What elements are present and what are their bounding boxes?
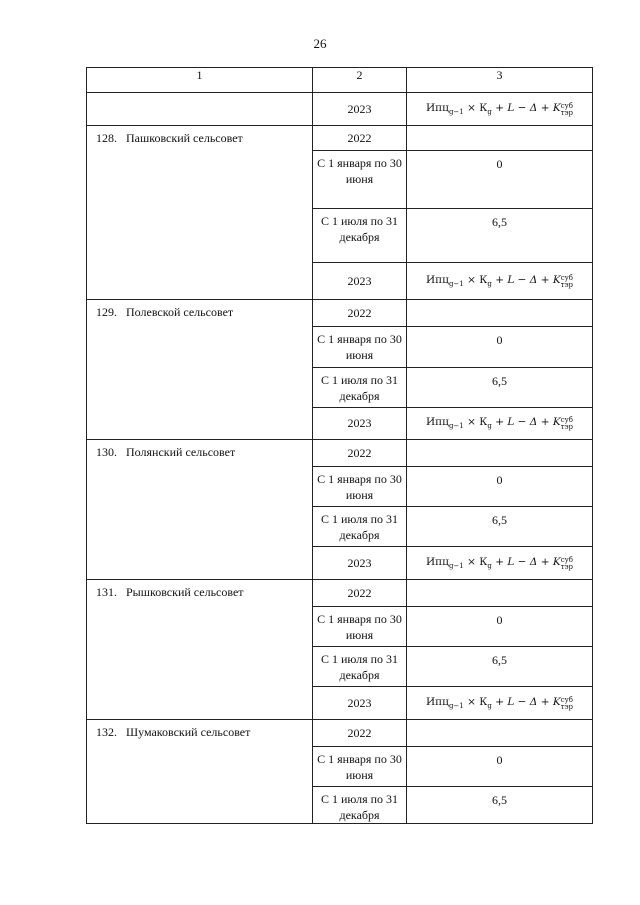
settlement-name: Рышковский сельсовет: [126, 585, 244, 599]
formula-k2-indices: [561, 103, 573, 117]
formula-k2-indices: [561, 275, 573, 289]
formula-main-sub: g−1: [448, 279, 464, 288]
formula-rest: + L − Δ + K: [495, 555, 561, 568]
formula-main: Ипц: [426, 101, 449, 114]
empty-cell: [407, 440, 593, 467]
formula-k: К: [479, 695, 488, 708]
period-cell: С 1 июля по 31 декабря: [313, 787, 407, 824]
formula-times: ×: [467, 695, 476, 708]
formula-rest: + L − Δ + K: [495, 695, 561, 708]
empty-cell: [87, 93, 313, 126]
formula-main: Ипц: [426, 555, 449, 568]
formula-main-sub: g−1: [448, 701, 464, 710]
formula-main: Ипц: [426, 695, 449, 708]
settlement-cell: [87, 300, 313, 440]
formula-cell: [407, 408, 593, 440]
value-cell: 6,5: [407, 647, 593, 687]
column-header-3: 3: [407, 68, 593, 93]
formula-k-sub: g: [487, 279, 492, 288]
settlement-cell: [87, 126, 313, 300]
formula-k2-sup: суб: [560, 416, 573, 424]
value-cell: 0: [407, 151, 593, 209]
settlement-number: 131.: [96, 585, 117, 599]
value-cell: 0: [407, 327, 593, 368]
period-cell: С 1 января по 30 июня: [313, 607, 407, 647]
period-cell: С 1 января по 30 июня: [313, 747, 407, 787]
period-cell: С 1 июля по 31 декабря: [313, 507, 407, 547]
formula-k: К: [479, 101, 488, 114]
year-cell: 2022: [313, 720, 407, 747]
settlement-cell: [87, 720, 313, 824]
formula-times: ×: [467, 555, 476, 568]
formula-k2-sub: тэр: [560, 280, 573, 289]
formula-main-sub: g−1: [448, 422, 464, 430]
formula-k2-indices: [561, 697, 573, 711]
formula-k2-sub: тэр: [560, 423, 573, 431]
column-header-1: 1: [87, 68, 313, 93]
table-row: [87, 580, 593, 607]
settlement-number: 132.: [96, 725, 117, 739]
value-cell: 0: [407, 467, 593, 507]
year-cell: 2022: [313, 126, 407, 151]
page-number: 26: [313, 36, 327, 51]
formula-cell: [407, 93, 593, 126]
formula-k-sub: g: [487, 701, 492, 710]
formula-times: ×: [467, 416, 476, 428]
formula-k-sub: g: [487, 422, 492, 430]
period-cell: С 1 июля по 31 декабря: [313, 647, 407, 687]
year-cell: 2023: [313, 408, 407, 440]
formula-k2-sup: суб: [560, 273, 573, 282]
formula-k2-sub: тэр: [560, 562, 573, 571]
settlement-number: 129.: [96, 305, 117, 319]
empty-cell: [407, 580, 593, 607]
settlement-number: 130.: [96, 445, 117, 459]
year-cell: 2023: [313, 263, 407, 300]
formula-k-sub: g: [487, 107, 492, 116]
tariff-table: [86, 67, 593, 824]
empty-cell: [407, 720, 593, 747]
settlement-name: Полянский сельсовет: [126, 445, 236, 459]
formula-k2-indices: [561, 417, 573, 431]
table-row: [87, 126, 593, 151]
year-cell: 2023: [313, 687, 407, 720]
formula-k2-sub: тэр: [560, 108, 573, 117]
table-header-row: [87, 68, 593, 93]
period-cell: С 1 июля по 31 декабря: [313, 209, 407, 263]
year-cell: 2023: [313, 93, 407, 126]
formula-cell: [407, 547, 593, 580]
formula-k2-sup: суб: [560, 555, 573, 564]
value-cell: 0: [407, 747, 593, 787]
formula-rest: + L − Δ + K: [495, 273, 561, 286]
formula-main-sub: g−1: [448, 561, 464, 570]
formula-times: ×: [467, 273, 476, 286]
period-cell: С 1 января по 30 июня: [313, 467, 407, 507]
settlement-name: Полевской сельсовет: [126, 305, 234, 319]
settlement-cell: [87, 580, 313, 720]
table-row: [87, 93, 593, 126]
period-cell: С 1 января по 30 июня: [313, 327, 407, 368]
formula-cell: [407, 687, 593, 720]
formula-k-sub: g: [487, 561, 492, 570]
formula-k: К: [479, 416, 488, 428]
value-cell: 6,5: [407, 209, 593, 263]
settlement-name: Шумаковский сельсовет: [126, 725, 251, 739]
formula-main: Ипц: [426, 273, 449, 286]
table-row: [87, 440, 593, 467]
formula-k: К: [479, 273, 488, 286]
formula-k2-sub: тэр: [560, 702, 573, 711]
table-row: [87, 720, 593, 747]
formula-main-sub: g−1: [448, 107, 464, 116]
formula-rest: + L − Δ + K: [495, 416, 561, 428]
formula-k: К: [479, 555, 488, 568]
value-cell: 6,5: [407, 787, 593, 824]
period-cell: С 1 июля по 31 декабря: [313, 368, 407, 408]
table-row: [87, 300, 593, 327]
formula-k2-indices: [561, 557, 573, 571]
formula-rest: + L − Δ + K: [495, 101, 561, 114]
formula-cell: [407, 263, 593, 300]
formula-k2-sup: суб: [560, 695, 573, 704]
value-cell: 6,5: [407, 368, 593, 408]
settlement-name: Пашковский сельсовет: [126, 131, 243, 145]
formula-main: Ипц: [426, 416, 449, 428]
empty-cell: [407, 300, 593, 327]
settlement-cell: [87, 440, 313, 580]
column-header-2: 2: [313, 68, 407, 93]
value-cell: 6,5: [407, 507, 593, 547]
formula-k2-sup: суб: [560, 101, 573, 110]
empty-cell: [407, 126, 593, 151]
value-cell: 0: [407, 607, 593, 647]
year-cell: 2022: [313, 300, 407, 327]
settlement-number: 128.: [96, 131, 117, 145]
period-cell: С 1 января по 30 июня: [313, 151, 407, 209]
year-cell: 2022: [313, 580, 407, 607]
formula-times: ×: [467, 101, 476, 114]
year-cell: 2022: [313, 440, 407, 467]
year-cell: 2023: [313, 547, 407, 580]
